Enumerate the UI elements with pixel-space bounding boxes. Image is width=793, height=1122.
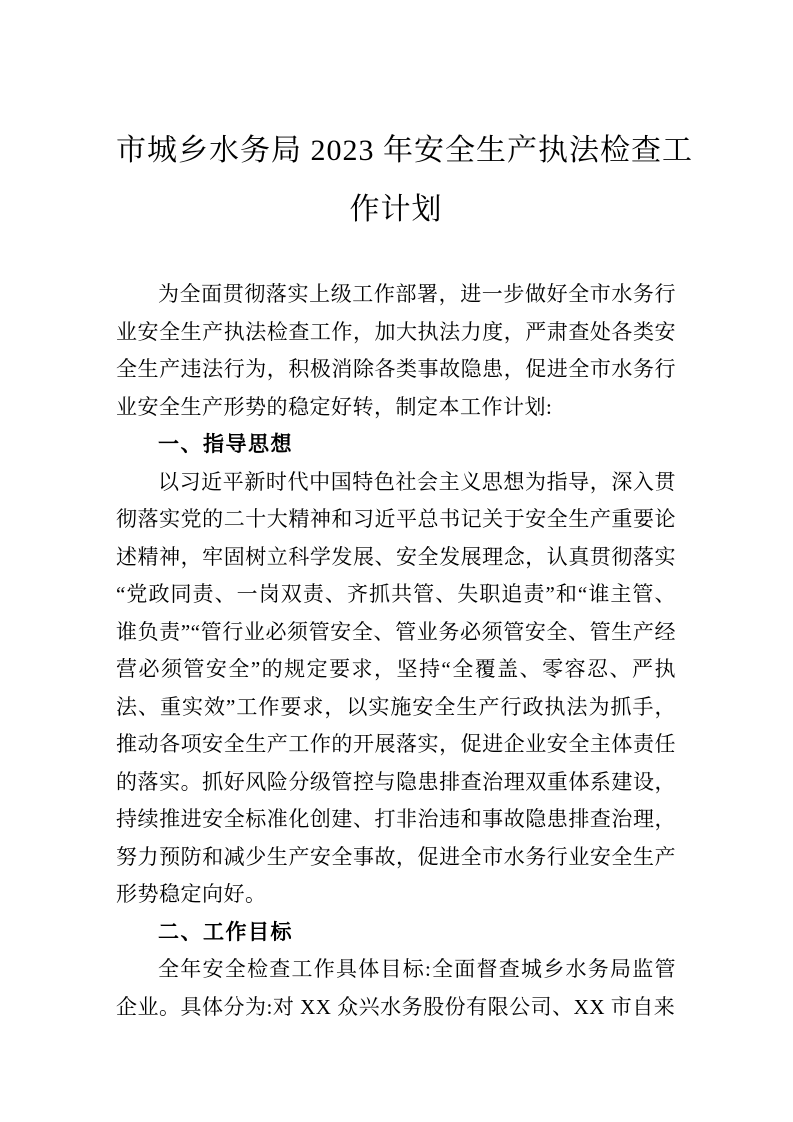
guiding-ideology-paragraph: 以习近平新时代中国特色社会主义思想为指导，深入贯彻落实党的二十大精神和习近平总书记关于安全生产重要论述精神，牢固树立科学发展、安全发展理念，认真贯彻落实“党政同责、一岗双责、齐抓共管、失职追责”和“谁主管、谁负责”“管行业必须管安全、管业务必须管安全、管生产经营必须管安全”的规定要求，坚持“全覆盖、零容忍、严执法、重实效”工作要求，以实施安全生产行政执法为抓手，推动各项安全生产工作的开展落实，促进企业安全主体责任的落实。抓好风险分级管控与隐患排查治理双重体系建设，持续推进安全标准化创建、打非治违和事故隐患排查治理，努力预防和减少生产安全事故，促进全市水务行业安全生产形势稳定向好。	[116, 469, 676, 906]
document-title	[116, 121, 693, 239]
intro-paragraph: 为全面贯彻落实上级工作部署，进一步做好全市水务行业安全生产执法检查工作，加大执法力度，严肃查处各类安全生产违法行为，积极消除各类事故隐患，促进全市水务行业安全生产形势的稳定好转，制定本工作计划:	[116, 282, 676, 419]
document-title-line-2: 作计划	[349, 193, 443, 226]
section-heading-guiding-ideology: 一、指导思想	[158, 433, 293, 456]
document-body	[116, 276, 676, 1026]
section-heading-work-goals: 二、工作目标	[158, 920, 293, 944]
work-goals-paragraph: 全年安全检查工作具体目标:全面督查城乡水务局监管企业。具体分为:对 XX 众兴水务股份有限公司、XX 市自来	[116, 957, 676, 1019]
document-title-line-1: 市城乡水务局 2023 年安全生产执法检查工	[116, 134, 693, 167]
